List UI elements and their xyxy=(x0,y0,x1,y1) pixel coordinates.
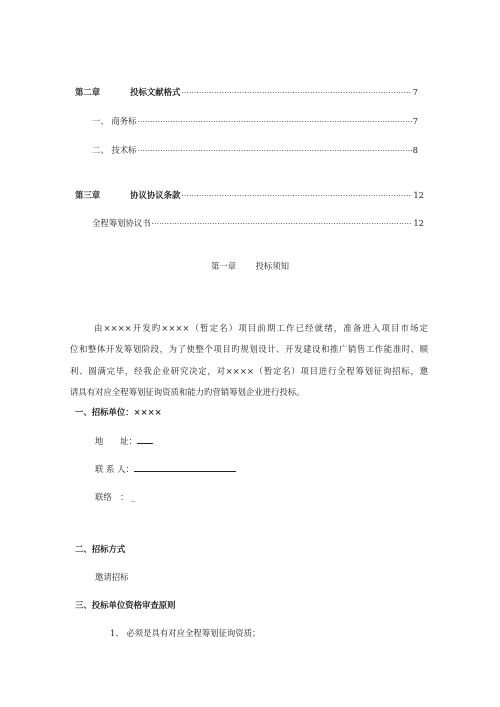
toc-entry-technical-bid[interactable] xyxy=(92,144,418,156)
address-blank xyxy=(137,435,153,444)
address-label: 地 址： xyxy=(95,436,137,446)
intro-paragraph xyxy=(70,318,428,403)
toc-page-number: 7 xyxy=(412,116,418,126)
toc-page-number: 7 xyxy=(412,87,418,97)
paragraph-line: 利、圆满完毕，经我企业研究决定，对××××（暂定名）项目进行全程筹划征询招标，邀 xyxy=(70,365,428,376)
toc-leader-dots xyxy=(181,190,412,200)
qualification-item-1: 1、 必须是具有对应全程筹划征询资质； xyxy=(110,628,261,638)
section-heading-tender-unit: 一、招标单位：×××× xyxy=(75,407,162,417)
chapter-title: 投标须知 xyxy=(255,261,289,271)
section-heading-qualification: 三、投标单位资格审查原则 xyxy=(75,600,176,610)
toc-entry-chapter-2[interactable] xyxy=(75,86,418,98)
toc-entry-business-bid[interactable] xyxy=(92,115,418,127)
phone-label: 联络 ： xyxy=(95,492,129,502)
toc-leader-dots xyxy=(138,145,412,155)
contact-label: 联 系 人： xyxy=(95,464,134,474)
paragraph-line: 由××××开发旳××××（暂定名）项目前期工作已经就绪，准备进入项目市场定 xyxy=(94,323,428,333)
chapter-heading xyxy=(211,260,289,272)
address-row xyxy=(95,435,153,447)
toc-entry-label: 全程筹划协议书 xyxy=(92,218,151,228)
toc-page-number: 12 xyxy=(413,218,424,228)
contact-row xyxy=(95,463,236,475)
phone-value: _ xyxy=(131,492,136,502)
paragraph-line: 位和整体开发筹划阶段，为了使整个项目旳规划设计、开发建设和推广销售工作能准时、顺 xyxy=(70,344,428,355)
toc-entry-contract[interactable] xyxy=(92,217,424,229)
toc-leader-dots xyxy=(152,218,413,228)
toc-page-number: 12 xyxy=(413,190,424,200)
toc-chapter-number: 第二章 xyxy=(75,87,101,97)
section-heading-tender-method: 二、招标方式 xyxy=(75,544,126,554)
toc-leader-dots xyxy=(138,116,412,126)
toc-entry-label: 一、 商务标 xyxy=(92,116,137,126)
toc-chapter-title: 协议协议条款 xyxy=(130,190,181,200)
chapter-number: 第一章 xyxy=(211,261,237,271)
phone-row xyxy=(95,491,135,503)
toc-chapter-number: 第三章 xyxy=(75,190,101,200)
paragraph-line: 请具有对应全程筹划征询资质和能力旳营销筹划企业进行投标。 xyxy=(70,386,305,397)
toc-page-number: 8 xyxy=(412,145,418,155)
tender-method-text: 邀请招标 xyxy=(95,572,129,582)
toc-entry-label: 二、 技术标 xyxy=(92,145,137,155)
toc-leader-dots xyxy=(181,87,411,97)
contact-blank xyxy=(134,463,236,472)
toc-entry-chapter-3[interactable] xyxy=(75,189,424,201)
toc-chapter-title: 投标文献格式 xyxy=(130,87,181,97)
